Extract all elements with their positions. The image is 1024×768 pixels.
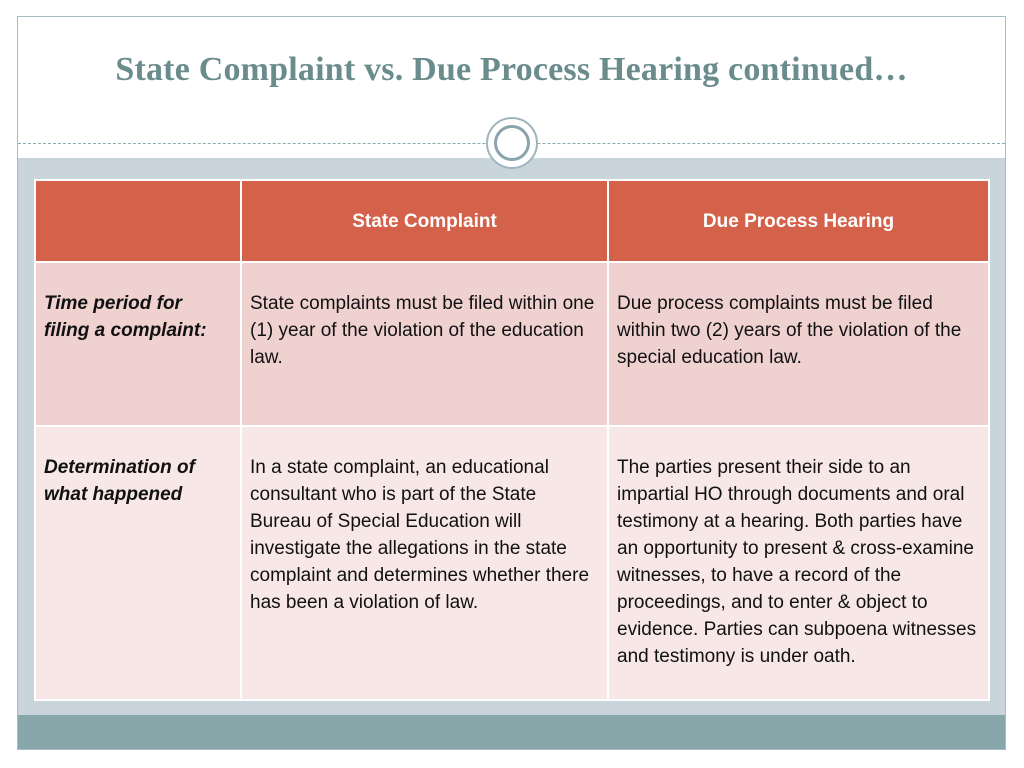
table-row (35, 262, 989, 426)
due-process-text: Due process complaints must be filed within two (2) years of the violation of the special education law. (617, 293, 962, 368)
slide (17, 16, 1006, 750)
due-process-cell (608, 262, 989, 426)
circle-ornament-icon (486, 117, 538, 169)
comparison-table (34, 179, 990, 701)
circle-ornament-inner (494, 125, 530, 161)
slide-title: State Complaint vs. Due Process Hearing continued… (115, 51, 908, 88)
row-label-cell (35, 426, 241, 700)
state-complaint-text: State complaints must be filed within one (1) year of the violation of the education law. (250, 293, 595, 368)
comparison-table-wrapper (34, 179, 988, 701)
table-header-row (35, 180, 989, 262)
header-due-process-hearing: Due Process Hearing (608, 180, 989, 262)
header-empty (35, 180, 241, 262)
row-label-cell (35, 262, 241, 426)
table-row (35, 426, 989, 700)
state-complaint-cell (241, 262, 608, 426)
state-complaint-cell (241, 426, 608, 700)
due-process-cell (608, 426, 989, 700)
due-process-text: The parties present their side to an impartial HO through documents and oral testimony at a hearing. Both parties have an opportunity to present & cross-examine witnesses, to have a record of the proceedings, and to enter & object to evidence. Parties can subpoena witnesses and testimony is under oath. (617, 457, 977, 667)
state-complaint-text: In a state complaint, an educational consultant who is part of the State Bureau of Special Education will investigate the allegations in the state complaint and determines whether there has been a violation of law. (250, 457, 590, 613)
row-label: Determination of what happened (44, 457, 195, 505)
row-label: Time period for filing a complaint: (44, 293, 207, 341)
header-state-complaint: State Complaint (241, 180, 608, 262)
footer-bar (18, 715, 1005, 749)
